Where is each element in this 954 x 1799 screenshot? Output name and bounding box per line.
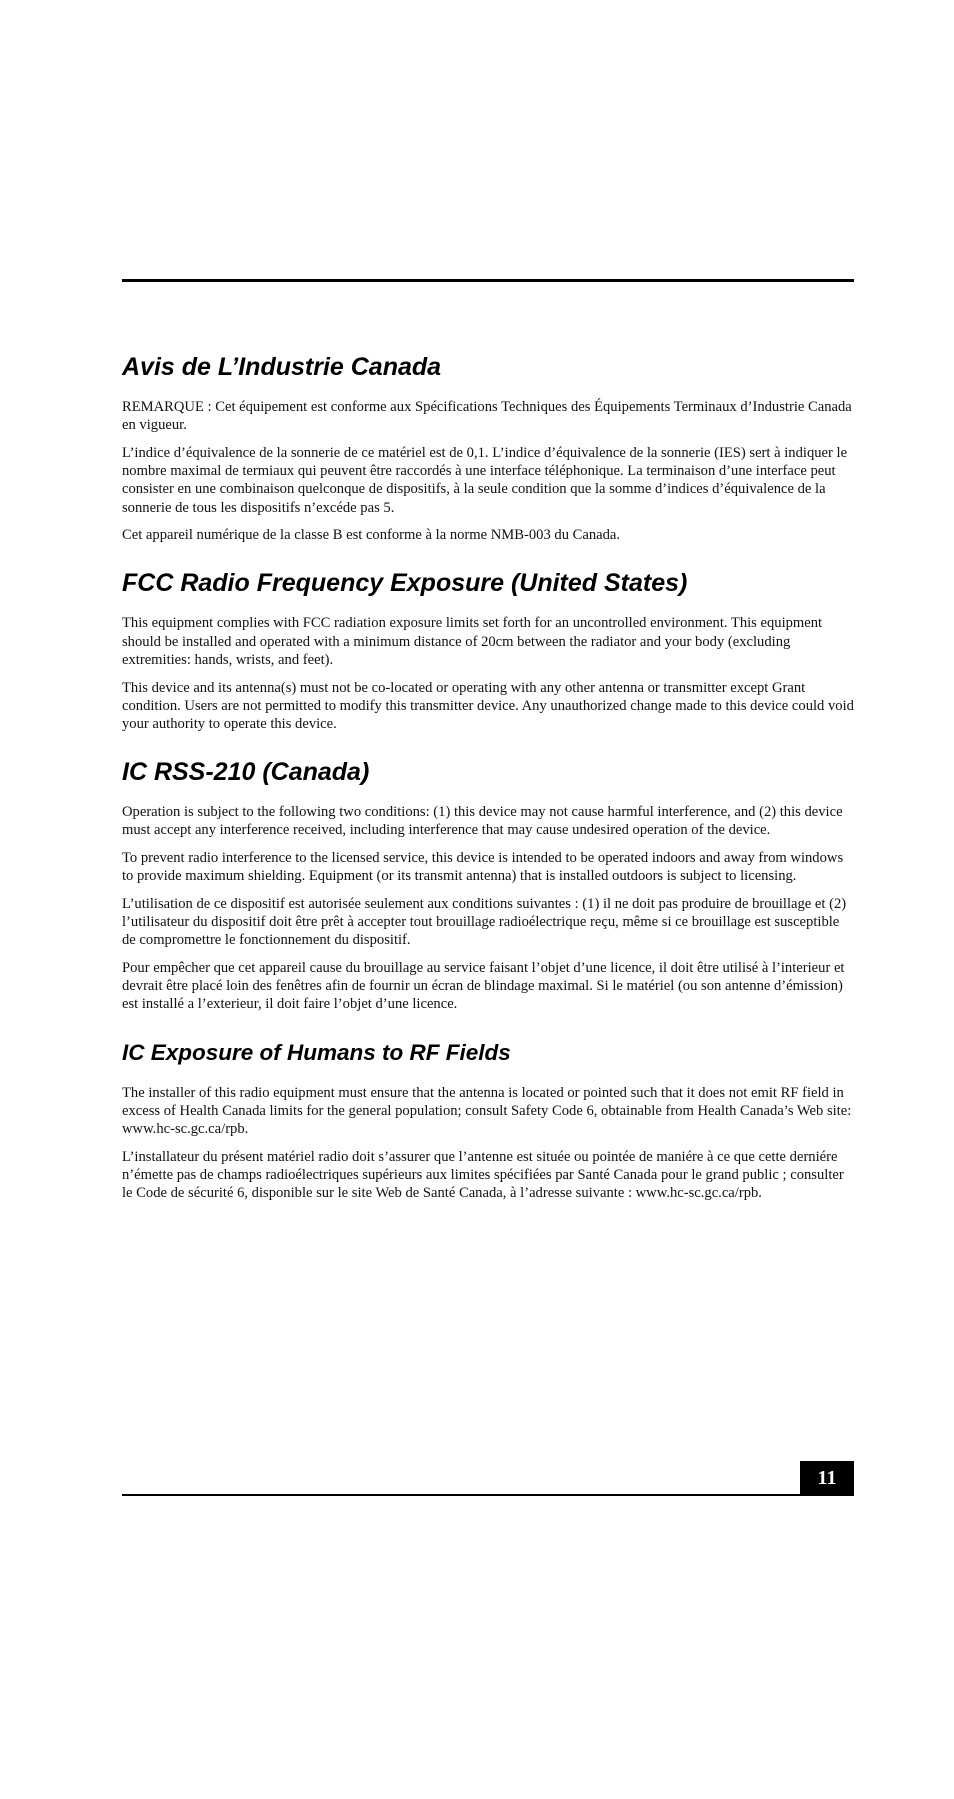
paragraph: L’installateur du présent matériel radio doit s’assurer que l’antenne est située ou pointée de maniére à ce que cette derniére n’émette pas de champs radioélectriques supérieurs aux limites spécifiées par Santé Canada pour le grand public ; consulter le Code de sécurité 6, disponible sur le site Web de Santé Canada, à l’adresse suivante : www.hc-sc.gc.ca/rpb. — [122, 1148, 844, 1202]
section-ic-rss-210 — [122, 757, 854, 1014]
section-heading: Avis de L’Industrie Canada — [122, 353, 442, 381]
paragraph: Operation is subject to the following two conditions: (1) this device may not cause harmful interference, and (2) this device must accept any interference received, including interference that may cause undesired operation of the device. — [122, 804, 843, 839]
section-ic-exposure-rf — [122, 1038, 854, 1203]
paragraph: This device and its antenna(s) must not be co-located or operating with any other antenna or transmitter except Grant condition. Users are not permitted to modify this transmitter device. Any unauthorized change made to this device could void your authority to operate this device. — [122, 679, 854, 732]
section-heading: IC Exposure of Humans to RF Fields — [122, 1039, 511, 1065]
paragraph: L’utilisation de ce dispositif est autorisée seulement aux conditions suivantes : (1) il ne doit pas produire de brouillage et (2) l’utilisateur du dispositif doit être prêt à accepter tout brouillage radioélectrique reçu, même si ce brouillage est susceptible de compromettre le fonctionnement du dispositif. — [122, 895, 847, 949]
section-heading: FCC Radio Frequency Exposure (United States) — [122, 569, 688, 598]
paragraph: The installer of this radio equipment must ensure that the antenna is located or pointed such that it does not emit RF field in excess of Health Canada limits for the general population; consult Safety Code 6, obtainable from Health Canada’s Web site: www.hc-sc.gc.ca/rpb. — [122, 1084, 852, 1138]
header-rule — [122, 279, 854, 282]
section-industrie-canada — [122, 352, 854, 544]
page-number-badge: 11 — [800, 1461, 854, 1495]
paragraph: To prevent radio interference to the licensed service, this device is intended to be operated indoors and away from windows to provide maximum shielding. Equipment (or its transmit antenna) that is installed outdoors is subject to licensing. — [122, 850, 844, 885]
paragraph: L’indice d’équivalence de la sonnerie de ce matériel est de 0,1. L’indice d’équivalence de la sonnerie (IES) sert à indiquer le nombre maximal de termiaux qui peuvent être raccordés à une interface téléphonique. La terminaison d’une interface peut consister en une combinaison quelconque de dispositifs, à la seule condition que la somme d’indices d’équivalence de la sonnerie de tous les dispositifs n’excéde pas 5. — [122, 444, 848, 516]
paragraph: Pour empêcher que cet appareil cause du brouillage au service faisant l’objet d’une licence, il doit être utilisé à l’interieur et devrait être placé loin des fenêtres afin de fournir un écran de blindage maximal. Si le matériel (ou son antenne d’émission) est installé a l’exterieur, il doit faire l’objet d’une licence. — [122, 960, 845, 1013]
paragraph: REMARQUE : Cet équipement est conforme aux Spécifications Techniques des Équipements Terminaux d’Industrie Canada en vigueur. — [122, 399, 852, 434]
paragraph: Cet appareil numérique de la classe B est conforme à la norme NMB-003 du Canada. — [122, 527, 621, 544]
section-fcc-rf-exposure — [122, 568, 854, 733]
footer-rule — [122, 1494, 854, 1496]
paragraph: This equipment complies with FCC radiation exposure limits set forth for an uncontrolled environment. This equipment should be installed and operated with a minimum distance of 20cm between the radiator and your body (excluding extremities: hands, wrists, and feet). — [122, 615, 823, 668]
section-heading: IC RSS-210 (Canada) — [122, 758, 370, 787]
page-content — [122, 352, 854, 1226]
